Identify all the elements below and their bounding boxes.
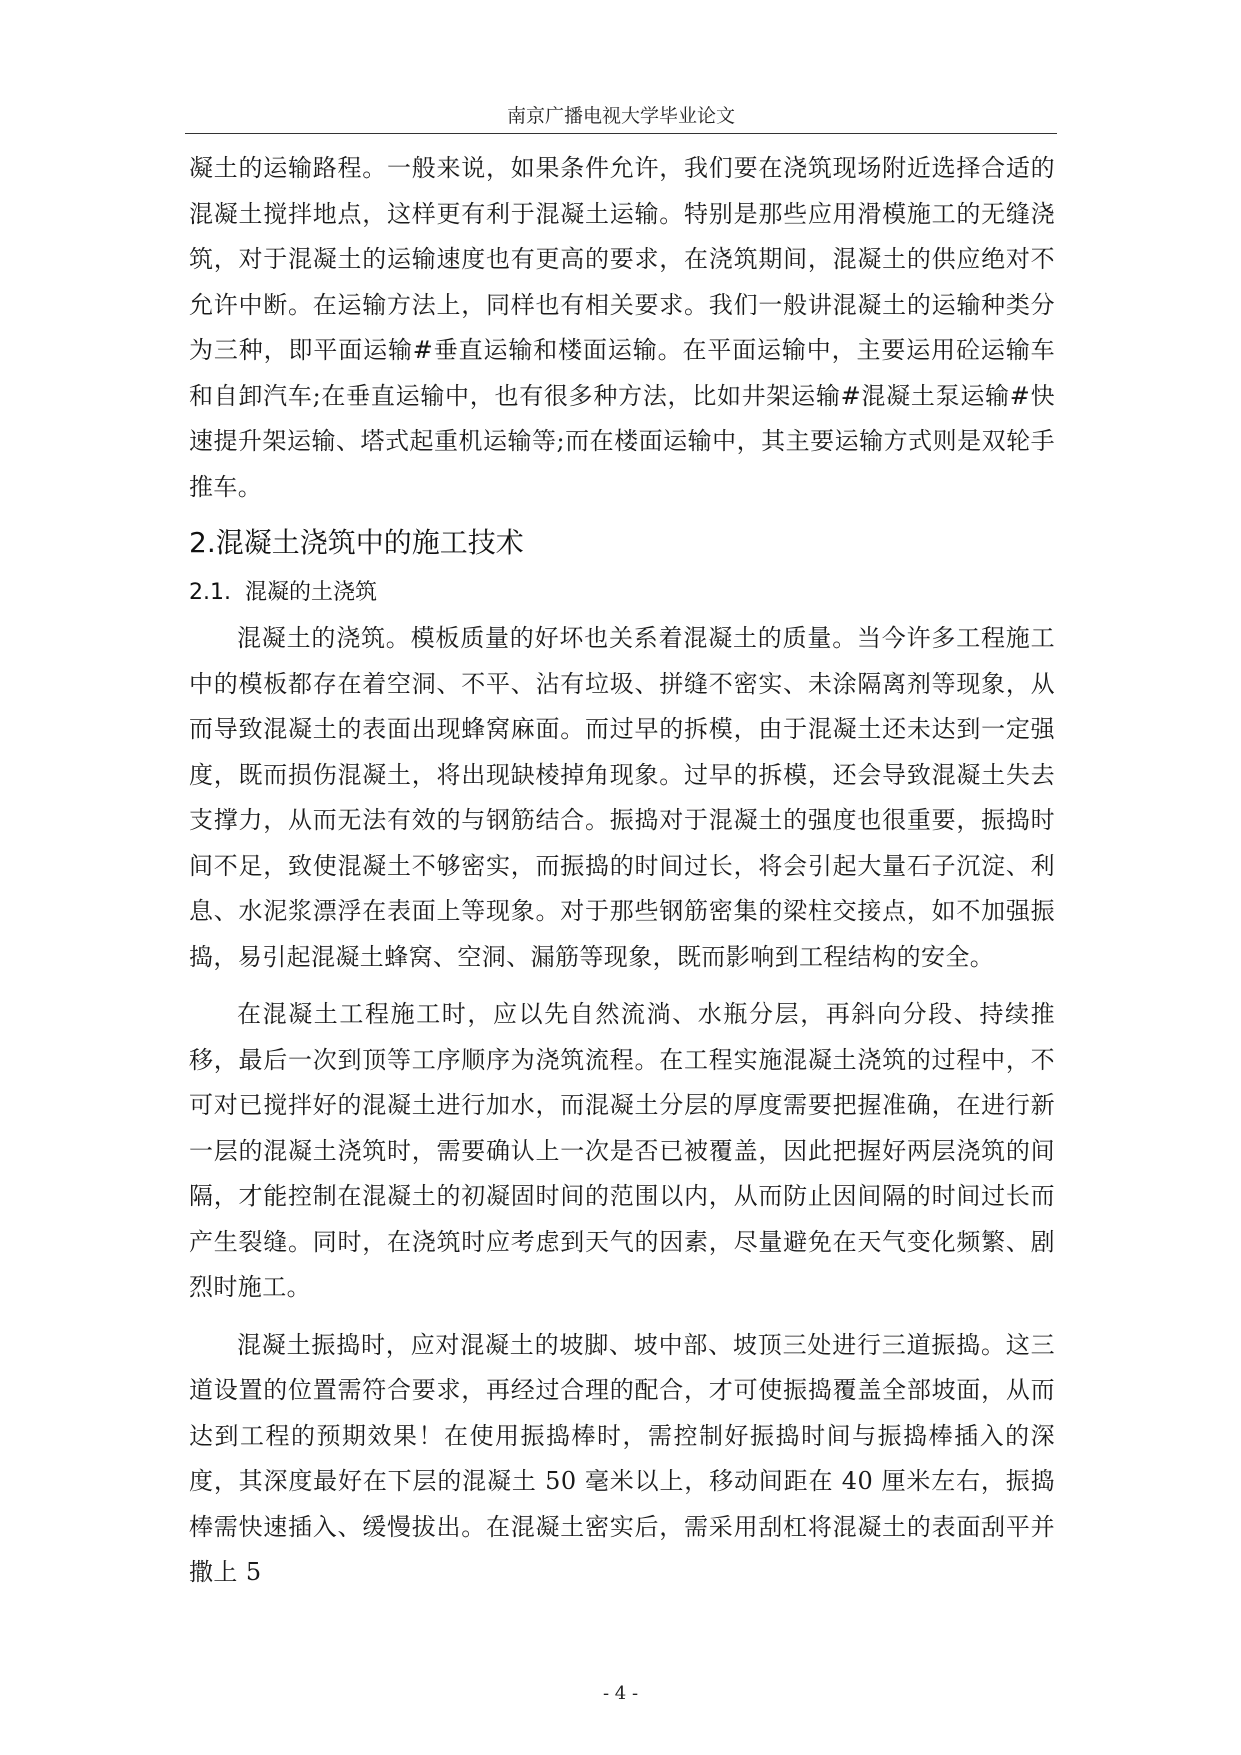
paragraph-pouring-sequence: 在混凝土工程施工时，应以先自然流淌、水瓶分层，再斜向分段、持续推移，最后一次到顶等工序顺序为浇筑流程。在工程实施混凝土浇筑的过程中，不可对已搅拌好的混凝土进行加水，而混凝土分层的厚度需要把握准确，在进行新一层的混凝土浇筑时，需要确认上一次是否已被覆盖，因此把握好两层浇筑的间隔，才能控制在混凝土的初凝固时间的范围以内，从而防止因间隔的时间过长而产生裂缝。同时，在浇筑时应考虑到天气的因素，尽量避免在天气变化频繁、剧烈时施工。: [189, 1000, 1055, 1301]
subsection-heading: [189, 570, 1055, 616]
paragraph-intro: 凝土的运输路程。一般来说，如果条件允许，我们要在浇筑现场附近选择合适的混凝土搅拌地点，这样更有利于混凝土运输。特别是那些应用滑模施工的无缝浇筑，对于混凝土的运输速度也有更高的要求，在浇筑期间，混凝土的供应绝对不允许中断。在运输方法上，同样也有相关要求。我们一般讲混凝土的运输种类分为三种，即平面运输#垂直运输和楼面运输。在平面运输中，主要运用砼运输车和自卸汽车;在垂直运输中，也有很多种方法，比如井架运输#混凝土泵运输#快速提升架运输、塔式起重机运输等;而在楼面运输中，其主要运输方式则是双轮手推车。: [189, 154, 1055, 501]
document-body: [189, 146, 1055, 1596]
subsection-title: 混凝的土浇筑: [244, 580, 377, 605]
paragraph-formwork: 混凝土的浇筑。模板质量的好坏也关系着混凝土的质量。当今许多工程施工中的模板都存在着空洞、不平、沾有垃圾、拼缝不密实、未涂隔离剂等现象，从而导致混凝土的表面出现蜂窝麻面。而过早的拆模，由于混凝土还未达到一定强度，既而损伤混凝土，将出现缺棱掉角现象。过早的拆模，还会导致混凝土失去支撑力，从而无法有效的与钢筋结合。振捣对于混凝土的强度也很重要，振捣时间不足，致使混凝土不够密实，而振捣的时间过长，将会引起大量石子沉淀、利息、水泥浆漂浮在表面上等现象。对于那些钢筋密集的梁柱交接点，如不加强振捣，易引起混凝土蜂窝、空洞、漏筋等现象，既而影响到工程结构的安全。: [189, 624, 1055, 971]
header-divider: [185, 133, 1057, 134]
running-header: 南京广播电视大学毕业论文: [506, 105, 735, 127]
section-heading: 2.混凝土浇筑中的施工技术: [189, 526, 524, 559]
subsection-number: 2.1.: [189, 580, 231, 605]
paragraph-vibration: 混凝土振捣时，应对混凝土的坡脚、坡中部、坡顶三处进行三道振捣。这三道设置的位置需符合要求，再经过合理的配合，才可使振捣覆盖全部坡面，从而达到工程的预期效果！在使用振捣棒时，需控制好振捣时间与振捣棒插入的深度，其深度最好在下层的混凝土 50 毫米以上，移动间距在 40 厘米左右，振捣棒需快速插入、缓慢拔出。在混凝土密实后，需采用刮杠将混凝土的表面刮平并撒上 5: [189, 1330, 1055, 1586]
page-number: - 4 -: [602, 1683, 639, 1704]
